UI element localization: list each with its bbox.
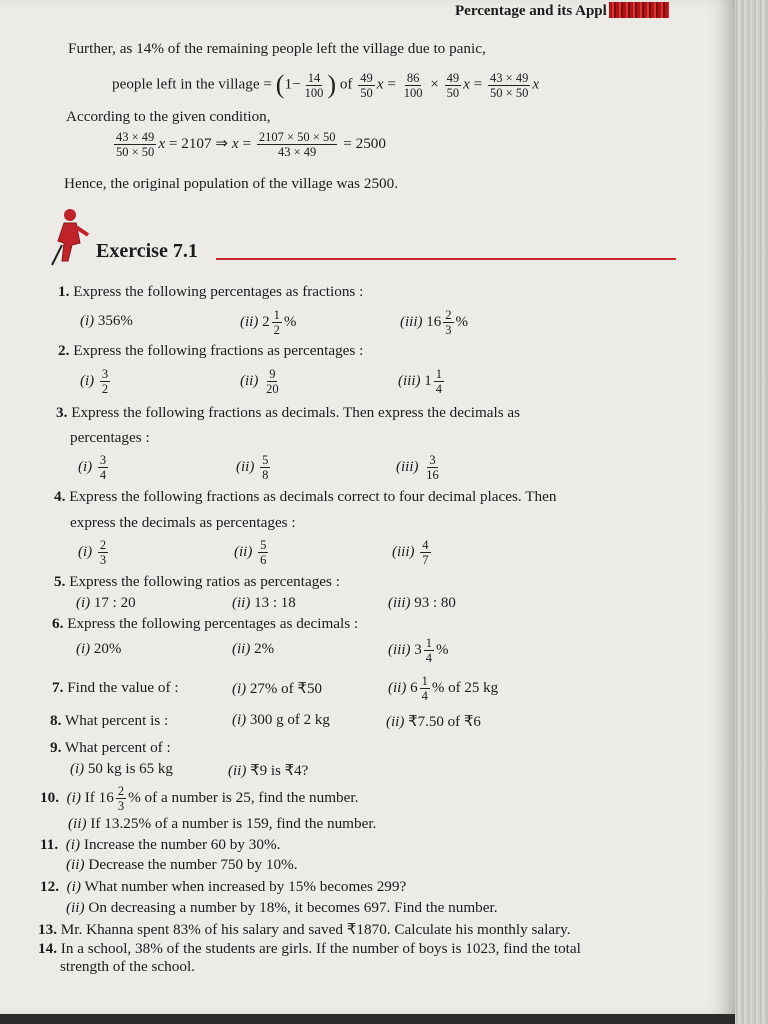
q5-option-iii: (iii) 93 : 80 <box>388 595 456 611</box>
q1-option-i: (i) 356% <box>80 313 133 329</box>
exercise-title: Exercise 7.1 <box>96 240 198 262</box>
question-12-b: (ii) On decreasing a number by 18%, it becomes 697. Find the number. <box>66 899 498 916</box>
question-11-a: 11. (i) Increase the number 60 by 30%. <box>40 836 281 853</box>
q3-option-ii: (ii) $\frac{5}{8}$ <box>236 453 269 482</box>
q6-option-iii: (iii) 3 $\frac{1}{4}$ % <box>388 636 449 665</box>
question-6: 6. Express the following percentages as decimals : <box>52 615 359 632</box>
question-14: 14. In a school, 38% of the students are girls. If the number of boys is 1023, find the total <box>38 940 581 957</box>
question-9: 9. What percent of : <box>50 739 171 756</box>
intro-equation-2: $\frac{43 \times 49}{50 \times 50}$ x = 2107 ⇒ x = $\frac{2107 \times 50 \times 50}{43 \times 49}$ = 2500 <box>116 130 386 159</box>
question-4-cont: express the decimals as percentages : <box>70 514 296 531</box>
q2-option-ii: (ii) $\frac{9}{20}$ <box>240 367 279 396</box>
q7-option-i: (i) 27% of ₹50 <box>232 681 322 697</box>
question-7: 7. Find the value of : <box>52 679 179 696</box>
question-10-b: (ii) If 13.25% of a number is 159, find the number. <box>68 815 377 832</box>
q5-option-ii: (ii) 13 : 18 <box>232 595 296 611</box>
q5-option-i: (i) 17 : 20 <box>76 595 136 611</box>
q2-option-iii: (iii) 1 $\frac{1}{4}$ <box>398 367 442 396</box>
running-header: Percentage and its Appl <box>455 2 669 20</box>
q8-option-ii: (ii) ₹7.50 of ₹6 <box>386 714 481 730</box>
question-11-b: (ii) Decrease the number 750 by 10%. <box>66 856 298 873</box>
exercise-rule <box>216 258 676 260</box>
question-8: 8. What percent is : <box>50 712 169 729</box>
header-decoration <box>609 2 669 18</box>
question-5: 5. Express the following ratios as percentages : <box>54 573 340 590</box>
question-14-cont: strength of the school. <box>60 958 195 975</box>
q6-option-ii: (ii) 2% <box>232 641 275 657</box>
q1-option-iii: (iii) 16 $\frac{2}{3}$ % <box>400 308 468 337</box>
q9-option-i: (i) 50 kg is 65 kg <box>70 761 173 777</box>
q3-option-i: (i) $\frac{3}{4}$ <box>78 453 107 482</box>
question-1: 1. Express the following percentages as fractions : <box>58 283 364 300</box>
q6-option-i: (i) 20% <box>76 641 122 657</box>
question-4: 4. Express the following fractions as decimals correct to four decimal places. Then <box>54 488 557 505</box>
mascot-icon <box>46 205 92 269</box>
q8-option-i: (i) 300 g of 2 kg <box>232 712 330 728</box>
intro-line-5: Hence, the original population of the village was 2500. <box>64 175 399 192</box>
question-3-cont: percentages : <box>70 429 150 446</box>
q7-option-ii: (ii) 6 $\frac{1}{4}$ % of 25 kg <box>388 674 499 703</box>
q4-option-i: (i) $\frac{2}{3}$ <box>78 538 107 567</box>
question-10-a: 10. (i) If 16 $\frac{2}{3}$ % of a number is 25, find the number. <box>40 784 359 813</box>
intro-line-3: According to the given condition, <box>66 108 271 125</box>
intro-line-1: Further, as 14% of the remaining people left the village due to panic, <box>68 40 486 57</box>
q2-option-i: (i) $\frac{3}{2}$ <box>80 367 109 396</box>
q9-option-ii: (ii) ₹9 is ₹4? <box>228 763 309 779</box>
question-3: 3. Express the following fractions as decimals. Then express the decimals as <box>56 404 521 421</box>
question-2: 2. Express the following fractions as percentages : <box>58 342 364 359</box>
bottom-shadow <box>0 1014 735 1024</box>
intro-equation-1: people left in the village = (1− $\frac{14}{100}$ ) of $\frac{49}{50}$ x = $\frac{86}{100}$ × $\frac{49}{50}$ x = $\frac{43 \times 49}{50 \times 50}$ x <box>112 70 540 100</box>
question-12-a: 12. (i) What number when increased by 15% becomes 299? <box>40 878 407 895</box>
question-13: 13. Mr. Khanna spent 83% of his salary and saved ₹1870. Calculate his monthly salary. <box>38 921 571 938</box>
q3-option-iii: (iii) $\frac{3}{16}$ <box>396 453 439 482</box>
page-edges <box>735 0 768 1024</box>
q4-option-iii: (iii) $\frac{4}{7}$ <box>392 538 429 567</box>
q1-option-ii: (ii) 2 $\frac{1}{2}$ % <box>240 308 297 337</box>
q4-option-ii: (ii) $\frac{5}{6}$ <box>234 538 267 567</box>
